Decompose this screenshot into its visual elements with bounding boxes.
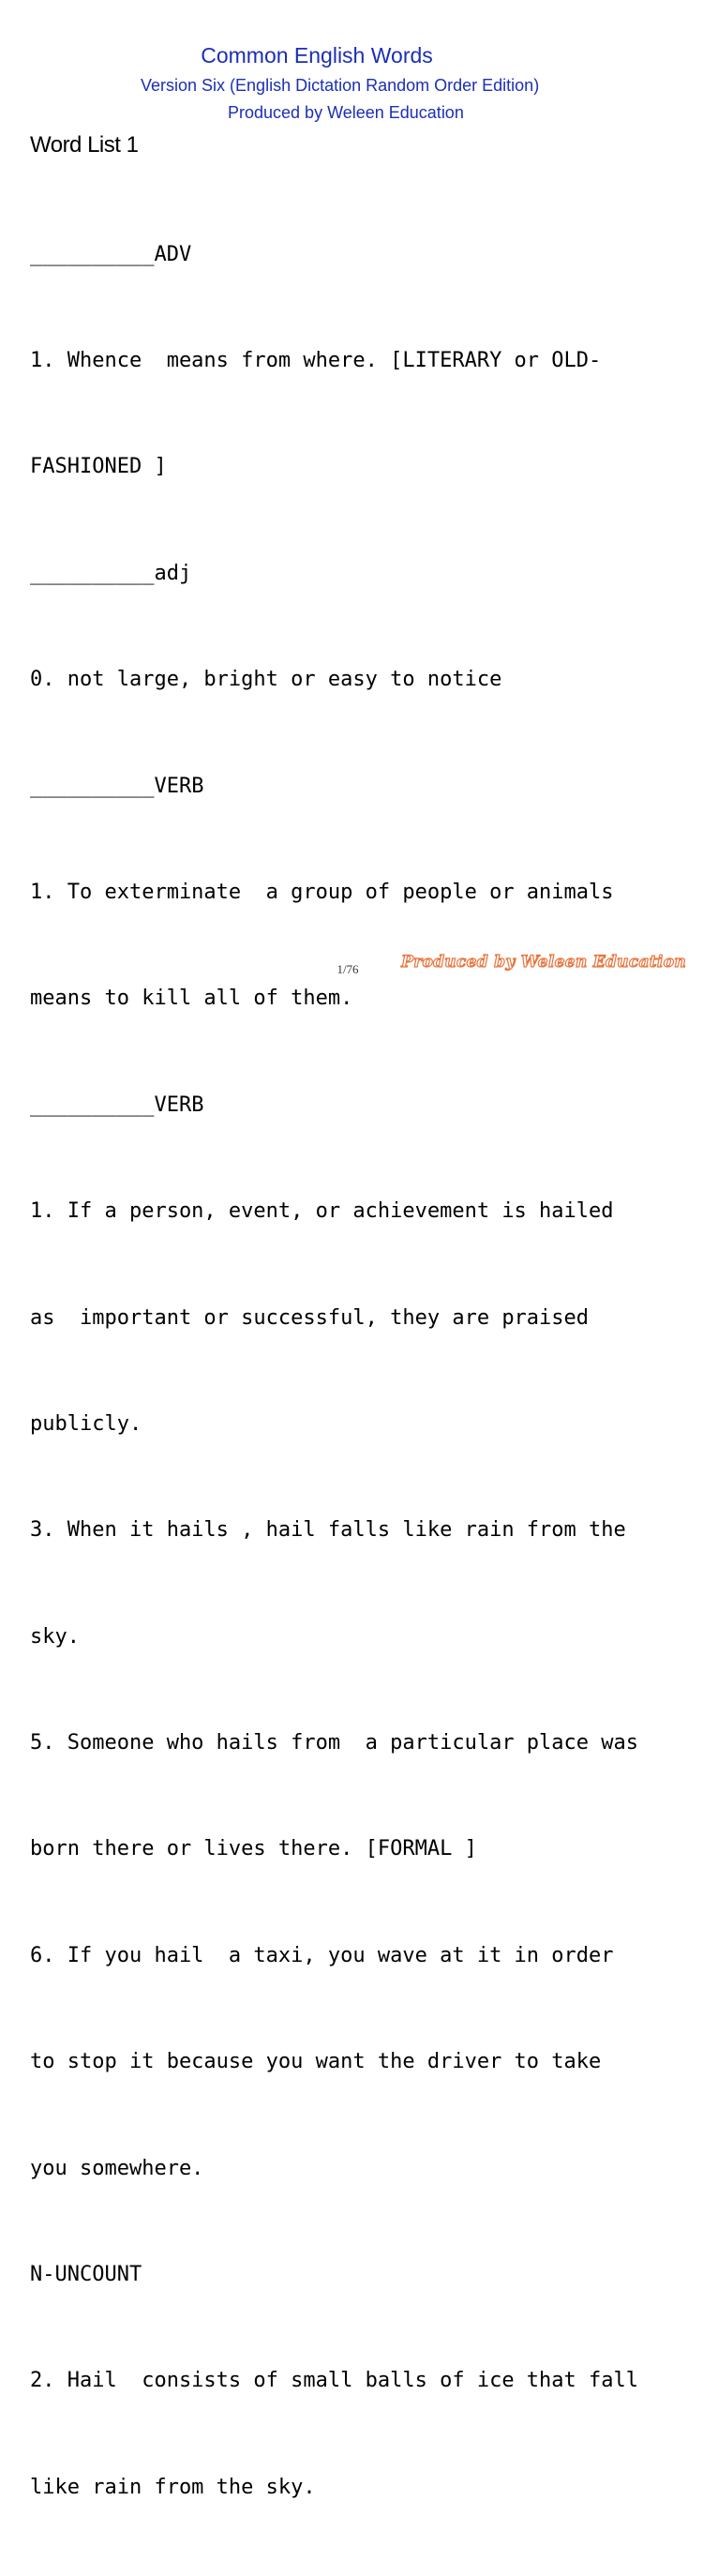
part-of-speech: VERB bbox=[154, 774, 204, 798]
entry-line-11: publicly. bbox=[30, 1411, 142, 1436]
entry-line-10: as important or successful, they are praised bbox=[30, 1305, 590, 1330]
entry-line-9: 1. If a person, event, or achievement is hailed bbox=[30, 1199, 614, 1224]
answer-blank: __________ bbox=[30, 561, 155, 585]
entry-line-5 bbox=[30, 769, 686, 805]
entry-line-12: 3. When it hails , hail falls like rain from the bbox=[30, 1518, 626, 1543]
word-list-heading: Word List 1 bbox=[30, 132, 139, 158]
part-of-speech: ADV bbox=[154, 242, 192, 266]
entry-line-14: 5. Someone who hails from a particular place was bbox=[30, 1731, 639, 1755]
part-of-speech: VERB bbox=[154, 1092, 204, 1117]
entry-line-0 bbox=[30, 237, 686, 273]
entry-line-6: 1. To exterminate a group of people or animals bbox=[30, 880, 614, 904]
entry-line-19: N-UNCOUNT bbox=[30, 2263, 142, 2287]
answer-blank: __________ bbox=[30, 774, 155, 798]
entry-line-15: born there or lives there. [FORMAL ] bbox=[30, 1837, 477, 1861]
entry-line-17: to stop it because you want the driver to take bbox=[30, 2050, 602, 2074]
document-title: Common English Words bbox=[201, 43, 433, 68]
entry-line-1: 1. Whence means from where. [LITERARY or OLD- bbox=[30, 348, 602, 372]
entry-line-13: sky. bbox=[30, 1624, 80, 1649]
entry-line-20: 2. Hail consists of small balls of ice that fall bbox=[30, 2369, 639, 2393]
entry-line-2: FASHIONED ] bbox=[30, 455, 167, 479]
entry-line-21: like rain from the sky. bbox=[30, 2475, 316, 2499]
entry-line-18: you somewhere. bbox=[30, 2156, 204, 2180]
entry-line-16: 6. If you hail a taxi, you wave at it in order bbox=[30, 1943, 614, 1967]
entry-line-3 bbox=[30, 556, 686, 592]
entry-line-4: 0. not large, bright or easy to notice bbox=[30, 668, 502, 692]
word-list-content bbox=[30, 166, 686, 2576]
producer-watermark: Produced by Weleen Education bbox=[401, 953, 686, 972]
document-subtitle: Version Six (English Dictation Random Order Edition) bbox=[141, 76, 540, 95]
entry-line-7: means to kill all of them. bbox=[30, 987, 353, 1011]
part-of-speech: adj bbox=[154, 561, 192, 585]
document-producer: Produced by Weleen Education bbox=[228, 103, 464, 122]
page-number: 1/76 bbox=[337, 962, 359, 976]
answer-blank: __________ bbox=[30, 242, 155, 266]
entry-line-8 bbox=[30, 1088, 686, 1123]
answer-blank: __________ bbox=[30, 1092, 155, 1117]
